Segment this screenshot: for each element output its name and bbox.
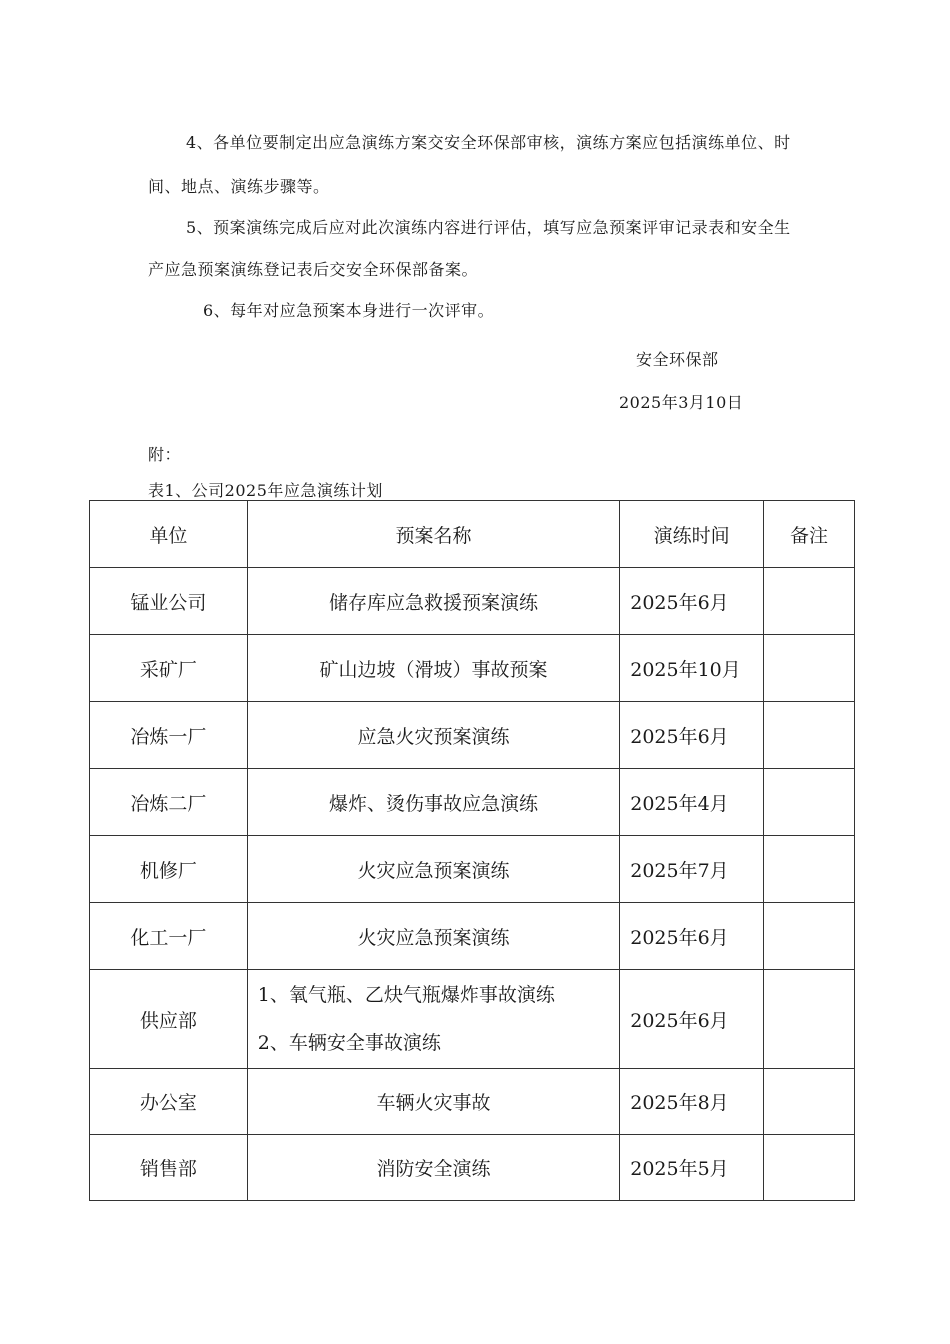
paragraph-5-line-1: 5、预案演练完成后应对此次演练内容进行评估，填写应急预案评审记录表和安全生 (186, 218, 791, 237)
drill-plan-table (89, 500, 855, 1201)
cell-unit: 采矿厂 (90, 635, 248, 702)
cell-time: 2025年4月 (620, 769, 764, 836)
cell-unit: 冶炼一厂 (90, 702, 248, 769)
paragraph-6: 6、每年对应急预案本身进行一次评审。 (203, 301, 495, 320)
cell-plan: 爆炸、烫伤事故应急演练 (247, 769, 619, 836)
cell-unit: 机修厂 (90, 836, 248, 903)
cell-note (764, 1135, 855, 1201)
cell-plan-line: 2、车辆安全事故演练 (257, 1032, 441, 1054)
table-row (90, 568, 855, 635)
cell-note (764, 970, 855, 1069)
cell-note (764, 903, 855, 970)
signature-department: 安全环保部 (636, 350, 719, 369)
cell-time: 2025年6月 (620, 903, 764, 970)
paragraph-5-line-2: 产应急预案演练登记表后交安全环保部备案。 (148, 260, 479, 279)
cell-plan: 火灾应急预案演练 (247, 836, 619, 903)
cell-unit: 化工一厂 (90, 903, 248, 970)
cell-plan: 车辆火灾事故 (247, 1069, 619, 1135)
paragraph-4-line-2: 间、地点、演练步骤等。 (148, 177, 330, 196)
header-drill-time: 演练时间 (620, 501, 764, 568)
cell-unit: 销售部 (90, 1135, 248, 1201)
cell-time: 2025年8月 (620, 1069, 764, 1135)
header-remarks: 备注 (764, 501, 855, 568)
cell-note (764, 568, 855, 635)
cell-plan: 矿山边坡（滑坡）事故预案 (247, 635, 619, 702)
table-row (90, 702, 855, 769)
signature-date: 2025年3月10日 (619, 393, 744, 412)
cell-note (764, 836, 855, 903)
header-unit: 单位 (90, 501, 248, 568)
cell-unit: 冶炼二厂 (90, 769, 248, 836)
table-row (90, 836, 855, 903)
table-header-row (90, 501, 855, 568)
table-caption: 表1、公司2025年应急演练计划 (148, 481, 383, 500)
cell-unit: 办公室 (90, 1069, 248, 1135)
table-row (90, 635, 855, 702)
cell-time: 2025年6月 (620, 568, 764, 635)
cell-unit: 锰业公司 (90, 568, 248, 635)
cell-note (764, 769, 855, 836)
table-row (90, 903, 855, 970)
table-row (90, 1069, 855, 1135)
cell-time: 2025年7月 (620, 836, 764, 903)
cell-time: 2025年5月 (620, 1135, 764, 1201)
cell-note (764, 702, 855, 769)
appendix-label: 附： (148, 445, 182, 464)
header-plan-name: 预案名称 (247, 501, 619, 568)
table-row (90, 769, 855, 836)
cell-unit: 供应部 (90, 970, 248, 1069)
table-row (90, 970, 855, 1069)
cell-plan-multiline (247, 970, 619, 1069)
cell-plan-line: 1、氧气瓶、乙炔气瓶爆炸事故演练 (257, 984, 555, 1006)
cell-note (764, 1069, 855, 1135)
cell-note (764, 635, 855, 702)
cell-time: 2025年6月 (620, 702, 764, 769)
cell-time: 2025年6月 (620, 970, 764, 1069)
paragraph-4-line-1: 4、各单位要制定出应急演练方案交安全环保部审核，演练方案应包括演练单位、时 (186, 133, 791, 152)
cell-plan: 火灾应急预案演练 (247, 903, 619, 970)
cell-time: 2025年10月 (620, 635, 764, 702)
table-row (90, 1135, 855, 1201)
cell-plan: 消防安全演练 (247, 1135, 619, 1201)
cell-plan: 储存库应急救援预案演练 (247, 568, 619, 635)
cell-plan: 应急火灾预案演练 (247, 702, 619, 769)
